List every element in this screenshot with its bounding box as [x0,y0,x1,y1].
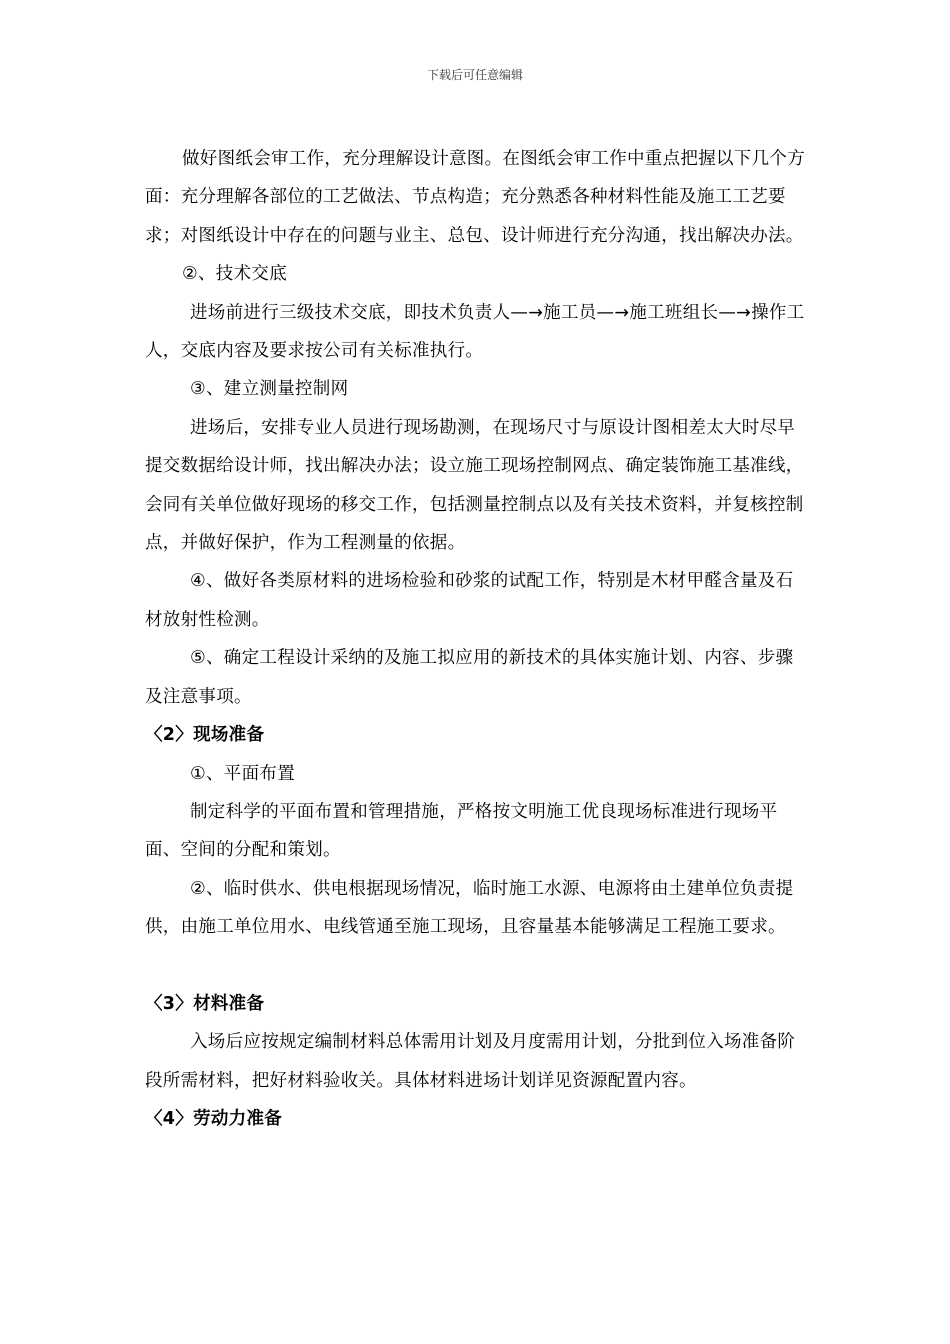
paragraph-material-inspection: ④、做好各类原材料的进场检验和砂浆的试配工作，特别是木材甲醛含量及石材放射性检测。 [145,571,794,630]
heading-labor-preparation: 〈4〉劳动力准备 [145,1109,283,1130]
paragraph-layout: 制定科学的平面布置和管理措施，严格按文明施工优良现场标准进行现场平面、空间的分配和策划。 [145,801,778,861]
paragraph-drawing-review: 做好图纸会审工作，充分理解设计意图。在图纸会审工作中重点把握以下几个方面：充分理解各部位的工艺做法、节点构造；充分熟悉各种材料性能及施工工艺要求；对图纸设计中存在的问题与业主、总包、设计师进行充分沟通，找出解决办法。 [145,149,805,246]
paragraph-new-technology: ⑤、确定工程设计采纳的及施工拟应用的新技术的具体实施计划、内容、步骤及注意事项。 [145,648,794,707]
subheading-layout: ①、平面布置 [190,763,295,784]
page-header: 下载后可任意编辑 [426,68,523,82]
subheading-technical-briefing: ②、技术交底 [182,264,287,285]
heading-material-preparation: 〈3〉材料准备 [145,993,265,1014]
subheading-survey-network: ③、建立测量控制网 [190,379,349,400]
paragraph-technical-briefing: 进场前进行三级技术交底，即技术负责人—→施工员—→施工班组长—→操作工人，交底内容及要求按公司有关标准执行。 [145,302,805,362]
paragraph-material-plan: 入场后应按规定编制材料总体需用计划及月度需用计划，分批到位入场准备阶段所需材料，把好材料验收关。具体材料进场计划详见资源配置内容。 [145,1032,796,1091]
blank-line [145,947,810,985]
document-body [145,140,810,1139]
heading-site-preparation: 〈2〉现场准备 [145,725,265,746]
paragraph-survey-network: 进场后，安排专业人员进行现场勘测，在现场尺寸与原设计图相差太大时尽早提交数据给设计师，找出解决办法；设立施工现场控制网点、确定装饰施工基准线，会同有关单位做好现场的移交工作，包括测量控制点以及有关技术资料，并复核控制点，并做好保护，作为工程测量的依据。 [145,417,804,554]
paragraph-utilities: ②、临时供水、供电根据现场情况，临时施工水源、电源将由土建单位负责提供，由施工单位用水、电线管通至施工现场，且容量基本能够满足工程施工要求。 [145,878,794,938]
